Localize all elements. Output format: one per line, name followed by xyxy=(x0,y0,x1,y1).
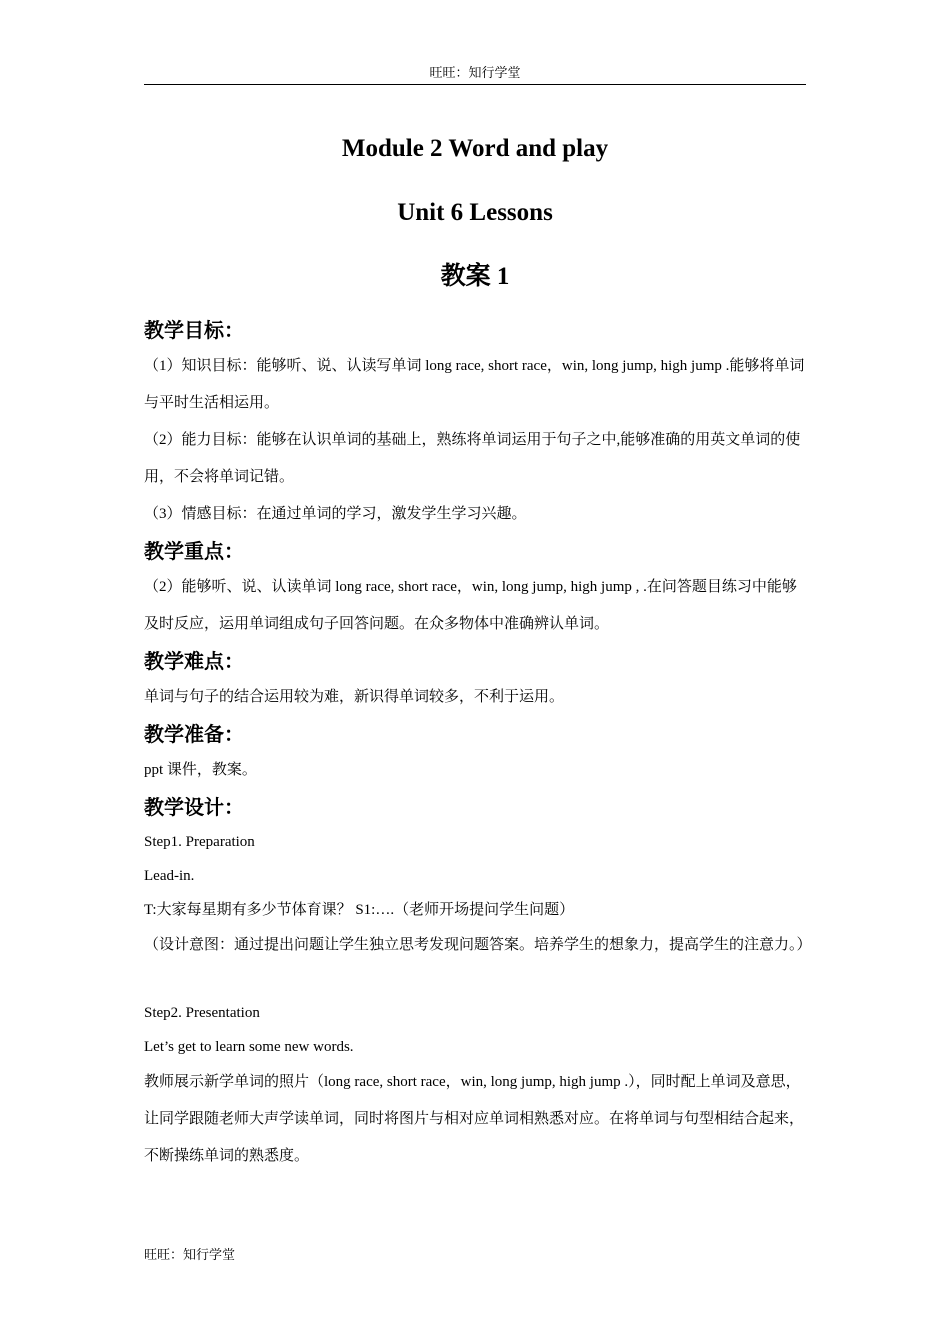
design-heading: 教学设计： xyxy=(144,795,244,819)
objectives-heading: 教学目标： xyxy=(144,318,244,342)
difficulties-text: 单词与句子的结合运用较为难，新识得单词较多，不利于运用。 xyxy=(144,689,565,705)
step1-dialogue: T:大家每星期有多少节体育课？ S1:….（老师开场提问学生问题） xyxy=(144,902,575,918)
step2-description: 教师展示新学单词的照片（long race, short race，win, long jump, high jump .），同时配上单词及意思，让同学跟随老师大声学读单词，同时将图片与相对应单词相熟悉对应。在将单词与句型相结合起来，不断操练单词的熟悉度。 xyxy=(144,1074,805,1164)
step2-intro: Let’s get to learn some new words. xyxy=(144,1039,354,1055)
step1-design-intent: （设计意图：通过提出问题让学生独立思考发现问题答案。培养学生的想象力，提高学生的注意力。） xyxy=(144,937,812,953)
blank-line xyxy=(144,964,806,996)
key-points-text: （2）能够听、说、认读单词 long race, short race，win, long jump, high jump , .在问答题目练习中能够及时反应，运用单词组成句子回答问题。在众多物体中准确辨认单词。 xyxy=(144,579,797,632)
page-footer: 旺旺：知行学堂 xyxy=(144,1248,236,1263)
objective-emotion: （3）情感目标：在通过单词的学习，激发学生学习兴趣。 xyxy=(144,506,527,522)
preparation-text: ppt 课件，教案。 xyxy=(144,762,257,778)
document-body xyxy=(144,128,812,1175)
module-title: Module 2 Word and play xyxy=(341,135,609,162)
objective-ability: （2）能力目标：能够在认识单词的基础上，熟练将单词运用于句子之中,能够准确的用英文单词的使用，不会将单词记错。 xyxy=(144,432,801,485)
lesson-plan-title: 教案 1 xyxy=(440,263,510,290)
unit-title: Unit 6 Lessons xyxy=(397,199,553,226)
page-header: 旺旺：知行学堂 xyxy=(144,64,806,85)
step1-title: Step1. Preparation xyxy=(144,834,255,850)
objective-knowledge: （1）知识目标：能够听、说、认读写单词 long race, short race，win, long jump, high jump .能够将单词与平时生活相运用。 xyxy=(144,358,805,411)
difficulties-heading: 教学难点： xyxy=(144,649,244,673)
step2-title: Step2. Presentation xyxy=(144,1005,260,1021)
preparation-heading: 教学准备： xyxy=(144,722,244,746)
key-points-heading: 教学重点： xyxy=(144,539,244,563)
step1-lead-in: Lead-in. xyxy=(144,868,195,884)
